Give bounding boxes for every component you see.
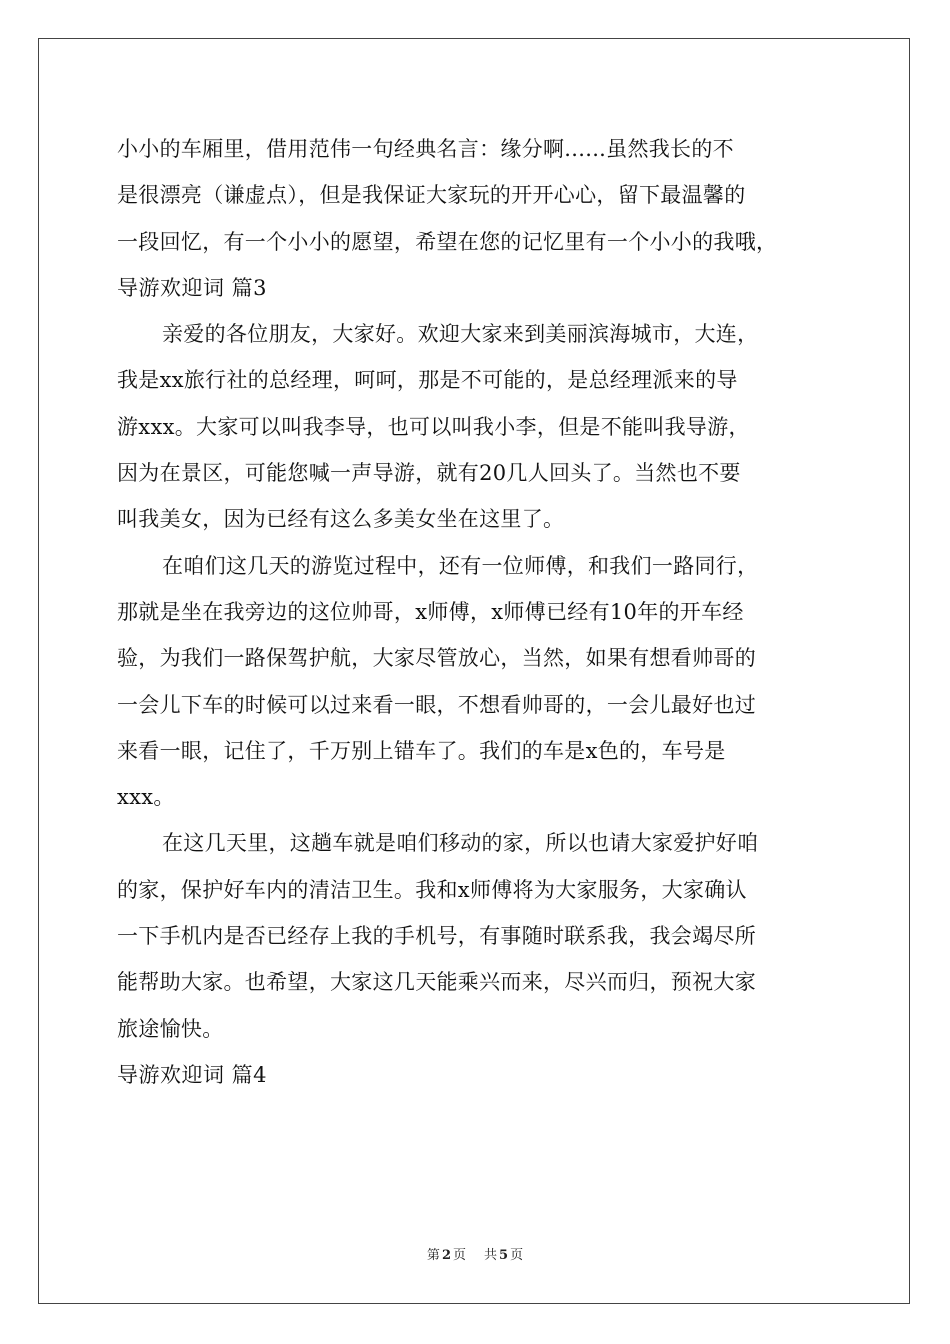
text-line: 亲爱的各位朋友，大家好。欢迎大家来到美丽滨海城市，大连，	[162, 322, 759, 347]
total-prefix: 共	[484, 1248, 498, 1263]
text-line: 叫我美女，因为已经有这么多美女坐在这里了。	[117, 507, 565, 532]
document-body	[117, 126, 837, 1098]
text-line: 在咱们这几天的游览过程中，还有一位师傅，和我们一路同行，	[162, 553, 759, 578]
text-line: 验，为我们一路保驾护航，大家尽管放心，当然，如果有想看帅哥的	[117, 646, 756, 671]
page-current: 2	[441, 1248, 451, 1263]
text-line: 能帮助大家。也希望，大家这几天能乘兴而来，尽兴而归，预祝大家	[117, 970, 756, 995]
text-line: 是很漂亮（谦虚点），但是我保证大家玩的开开心心，留下最温馨的	[117, 183, 746, 208]
text-line: 游xxx。大家可以叫我李导，也可以叫我小李，但是不能叫我导游，	[117, 414, 750, 439]
page-prefix: 第	[426, 1248, 440, 1263]
text-line: 一段回忆，有一个小小的愿望，希望在您的记忆里有一个小小的我哦，	[117, 229, 778, 254]
page-footer	[0, 1246, 950, 1266]
text-line: 来看一眼，记住了，千万别上错车了。我们的车是x色的，车号是	[117, 738, 726, 763]
total-suffix: 页	[510, 1248, 524, 1263]
text-line: 一下手机内是否已经存上我的手机号，有事随时联系我，我会竭尽所	[117, 924, 756, 949]
section-heading: 导游欢迎词 篇3	[117, 275, 268, 300]
section-heading: 导游欢迎词 篇4	[117, 1062, 268, 1087]
text-line: 的家，保护好车内的清洁卫生。我和x师傅将为大家服务，大家确认	[117, 877, 747, 902]
page-suffix: 页	[452, 1248, 466, 1263]
text-line: 我是xx旅行社的总经理，呵呵，那是不可能的，是总经理派来的导	[117, 368, 738, 393]
page-total: 5	[499, 1248, 509, 1263]
text-line: 一会儿下车的时候可以过来看一眼，不想看帅哥的，一会儿最好也过	[117, 692, 756, 717]
text-line: 因为在景区，可能您喊一声导游，就有20几人回头了。当然也不要	[117, 461, 741, 486]
text-line: xxx。	[117, 785, 175, 810]
text-line: 在这几天里，这趟车就是咱们移动的家，所以也请大家爱护好咱	[162, 831, 759, 856]
text-line: 那就是坐在我旁边的这位帅哥，x师傅，x师傅已经有10年的开车经	[117, 599, 744, 624]
text-line: 旅途愉快。	[117, 1016, 224, 1041]
text-line: 小小的车厢里，借用范伟一句经典名言：缘分啊......虽然我长的不	[117, 137, 734, 161]
